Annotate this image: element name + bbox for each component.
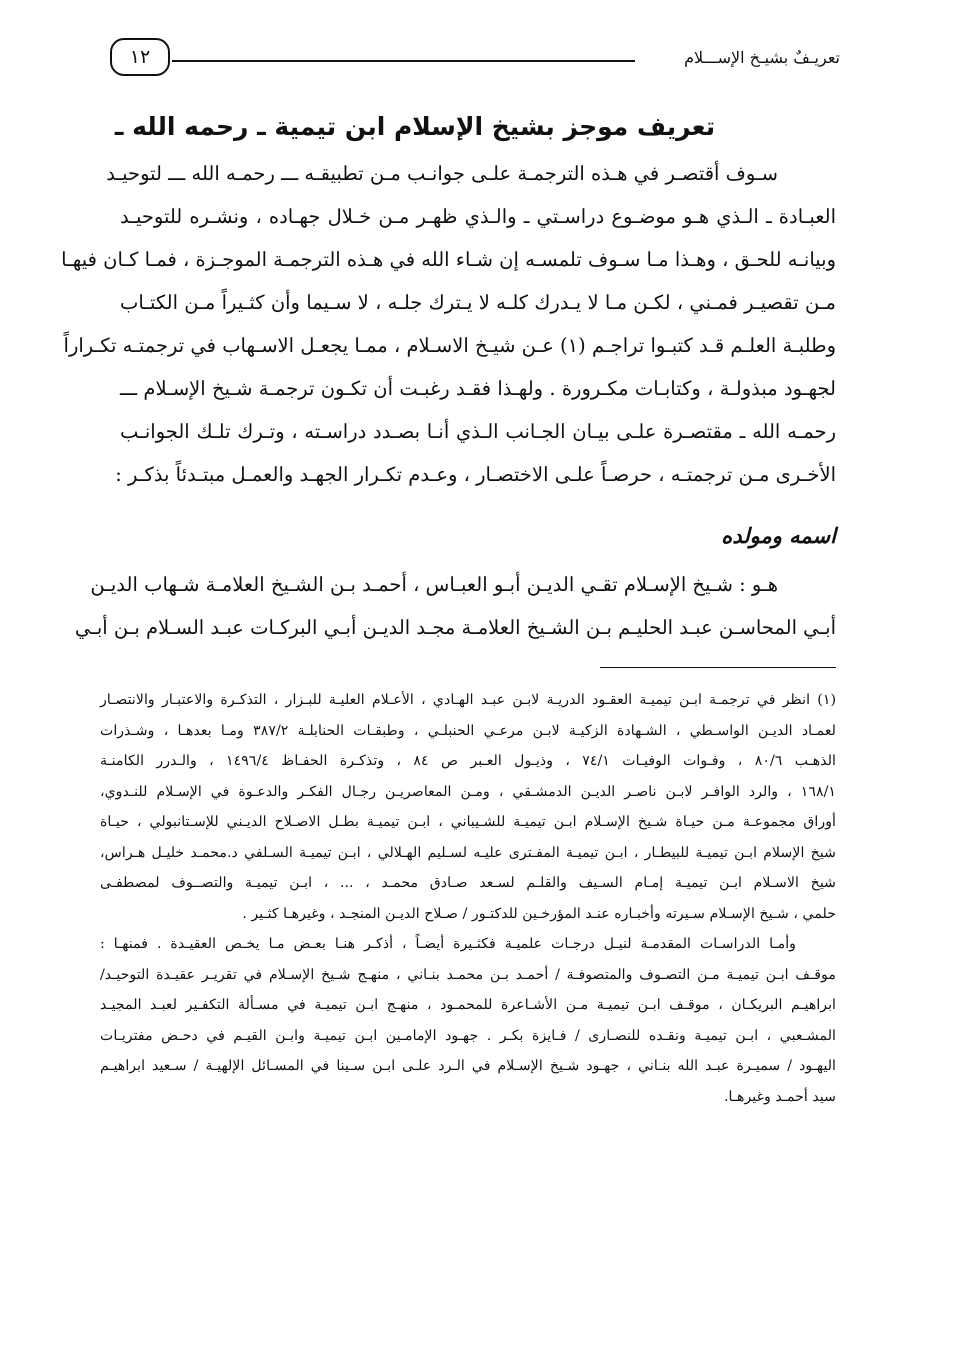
footnote-line: حلمي ، شـيخ الإسـلام سـيرته وأخبـاره عنـد المؤرخـين للدكتـور / صـلاح الديـن المنجـد ، وغيرهـا كثـير .: [242, 905, 836, 922]
page-title: تعريف موجز بشيخ الإسلام ابن تيمية ـ رحمه الله ـ: [114, 112, 716, 141]
body-line: هـو : شـيخ الإسـلام تقـي الديـن أبـو العبـاس ، أحمـد بـن الشـيخ العلامـة شـهاب الديـن: [90, 573, 778, 596]
body-line: سـوف أقتصـر في هـذه الترجمـة علـى جوانـب مـن تطبيقـه ـــ رحمـه الله ـــ لتوحيـد: [106, 162, 778, 185]
page-header: [110, 38, 840, 88]
footnote-line: وأمـا الدراسـات المقدمـة لنيـل درجـات علميـة فكثـيرة أيضـاً ، أذكـر هنـا بعـض مـا يخـص العقيـدة . فمنهـا :: [100, 936, 796, 952]
body-line: وطلبـة العلـم قـد كتبـوا تراجـم (١) عـن شيـخ الاسـلام ، ممـا يجعـل الاسـهاب في ترجمتـه تكـراراً: [63, 334, 836, 357]
footnote-line: موقـف ابـن تيميـة مـن التصـوف والمتصوفـة / أحمـد بـن محمـد بنـاني ، منهـج شـيخ الإسـلام في تقريـر عقيـدة التوحيـد/: [100, 966, 836, 983]
footnote-line: أوراق مجموعـة مـن حيـاة شـيخ الإسـلام ابـن تيميـة للشـيباني ، ابـن تيميـة بطـل الاصـلاح الديـني للإسـتانبولي ، حيـاة: [100, 814, 836, 830]
body-line: العبـادة ـ الـذي هـو موضـوع دراسـتي ـ والـذي ظهـر مـن خـلال جهـاده ، ونشـره للتوحيـد: [120, 205, 836, 228]
footnotes: [100, 685, 836, 1112]
running-title: تعريـفٌ بشيـخ الإســـلام: [684, 48, 840, 67]
footnote-line: الذهـب ٨٠/٦ ، وفـوات الوفيـات ٧٤/١ ، وذيـول العـبر ص ٨٤ ، وتذكـرة الحفـاظ ١٤٩٦/٤ ، والـدرر الكامنـة: [100, 753, 836, 769]
body-line: لجهـود مبذولـة ، وكتابـات مكـرورة . ولهـذا فقـد رغبـت أن تكـون ترجمـة شـيخ الإسـلام ـــ: [120, 377, 836, 400]
footnote-separator: [600, 667, 836, 668]
page-number: ١٢: [110, 38, 170, 76]
section-heading: اسمه ومولده: [721, 523, 836, 548]
footnote-line: لعمـاد الديـن الواسـطي ، الشـهادة الزكيـة لابـن مرعـي الحنبلـي ، وطبقـات الحنابلـة ٣٨٧/٢ ومـا بعدهـا ، وشـذرات: [100, 722, 836, 739]
footnote-line: ١٦٨/١ ، والرد الوافـر لابـن ناصـر الديـن الدمشـقي ، ومـن المعاصريـن رجـال الفكـر والدعـوة في الإسـلام للنـدوي،: [100, 783, 836, 800]
header-rule: [172, 60, 635, 62]
name-paragraph: [74, 563, 836, 649]
footnote-line: المشـعبي ، ابـن تيميـة ونقـده للنصـارى / فـايزة بكـر . جهـود الإمامـين ابـن تيميـة وابـن القيـم في دحـض مفتريـات: [100, 1027, 836, 1044]
intro-paragraph: [61, 152, 836, 496]
footnote-line: اليهـود / سميـرة عبـد الله بنـاني ، جهـود شـيخ الإسـلام في الـرد علـى ابـن سـينا في المسـائل الإلهيـة / سـعيد ابراهيـم: [100, 1058, 836, 1074]
body-line: مـن تقصيـر فمـني ، لكـن مـا لا يـدرك كلـه لا يـترك جلـه ، لا سـيما وأن كثـيراً مـن الكتـاب: [120, 291, 836, 314]
footnote-line: (١) انظر في ترجمـة ابـن تيميـة العقـود الدريـة لابـن عبـد الهـادي ، الأعـلام العليـة للبـزار ، التذكـرة والاعتبـار والانتصـار: [100, 692, 836, 708]
body-line: وبيانـه للحـق ، وهـذا مـا سـوف تلمسـه إن شـاء الله في هـذه الترجمـة الموجـزة ، فمـا كـان فيهـا: [61, 248, 836, 271]
footnote-line: شيخ الاسـلام ابـن تيميـة إمـام السـيف والقلـم لسـعد صـادق محمـد ، ... ، ابـن تيميـة والتصــوف لمصطفـى: [100, 875, 836, 891]
body-line: الأخـرى مـن ترجمتـه ، حرصـاً علـى الاختصـار ، وعـدم تكـرار الجهـد والعمـل مبتـدئاً بذكـر :: [115, 463, 836, 486]
body-line: أبـي المحاسـن عبـد الحليـم بـن الشـيخ العلامـة مجـد الديـن أبـي البركـات عبـد السـلام بـن أبـي: [74, 616, 836, 639]
body-line: رحمـه الله ـ مقتصـرة علـى بيـان الجـانب الـذي أنـا بصـدد دراسـته ، وتـرك تلـك الجوانـب: [120, 420, 836, 443]
footnote-line: شيخ الإسلام ابـن تيميـة للبيطـار ، ابـن تيميـة المفـترى عليـه لسـليم الهـلالي ، ابـن تيميـة السـلفي د.محمـد خليـل هـراس،: [100, 844, 836, 861]
footnote-line: سيد أحمـد وغيرهـا.: [723, 1088, 836, 1105]
footnote-line: ابراهيـم البريكـان ، موقـف ابـن تيميـة مـن الأشـاعرة للمحمـود ، منهـج ابـن تيميـة في مسـألة التكفـير لعبـد المجيـد: [100, 997, 836, 1013]
